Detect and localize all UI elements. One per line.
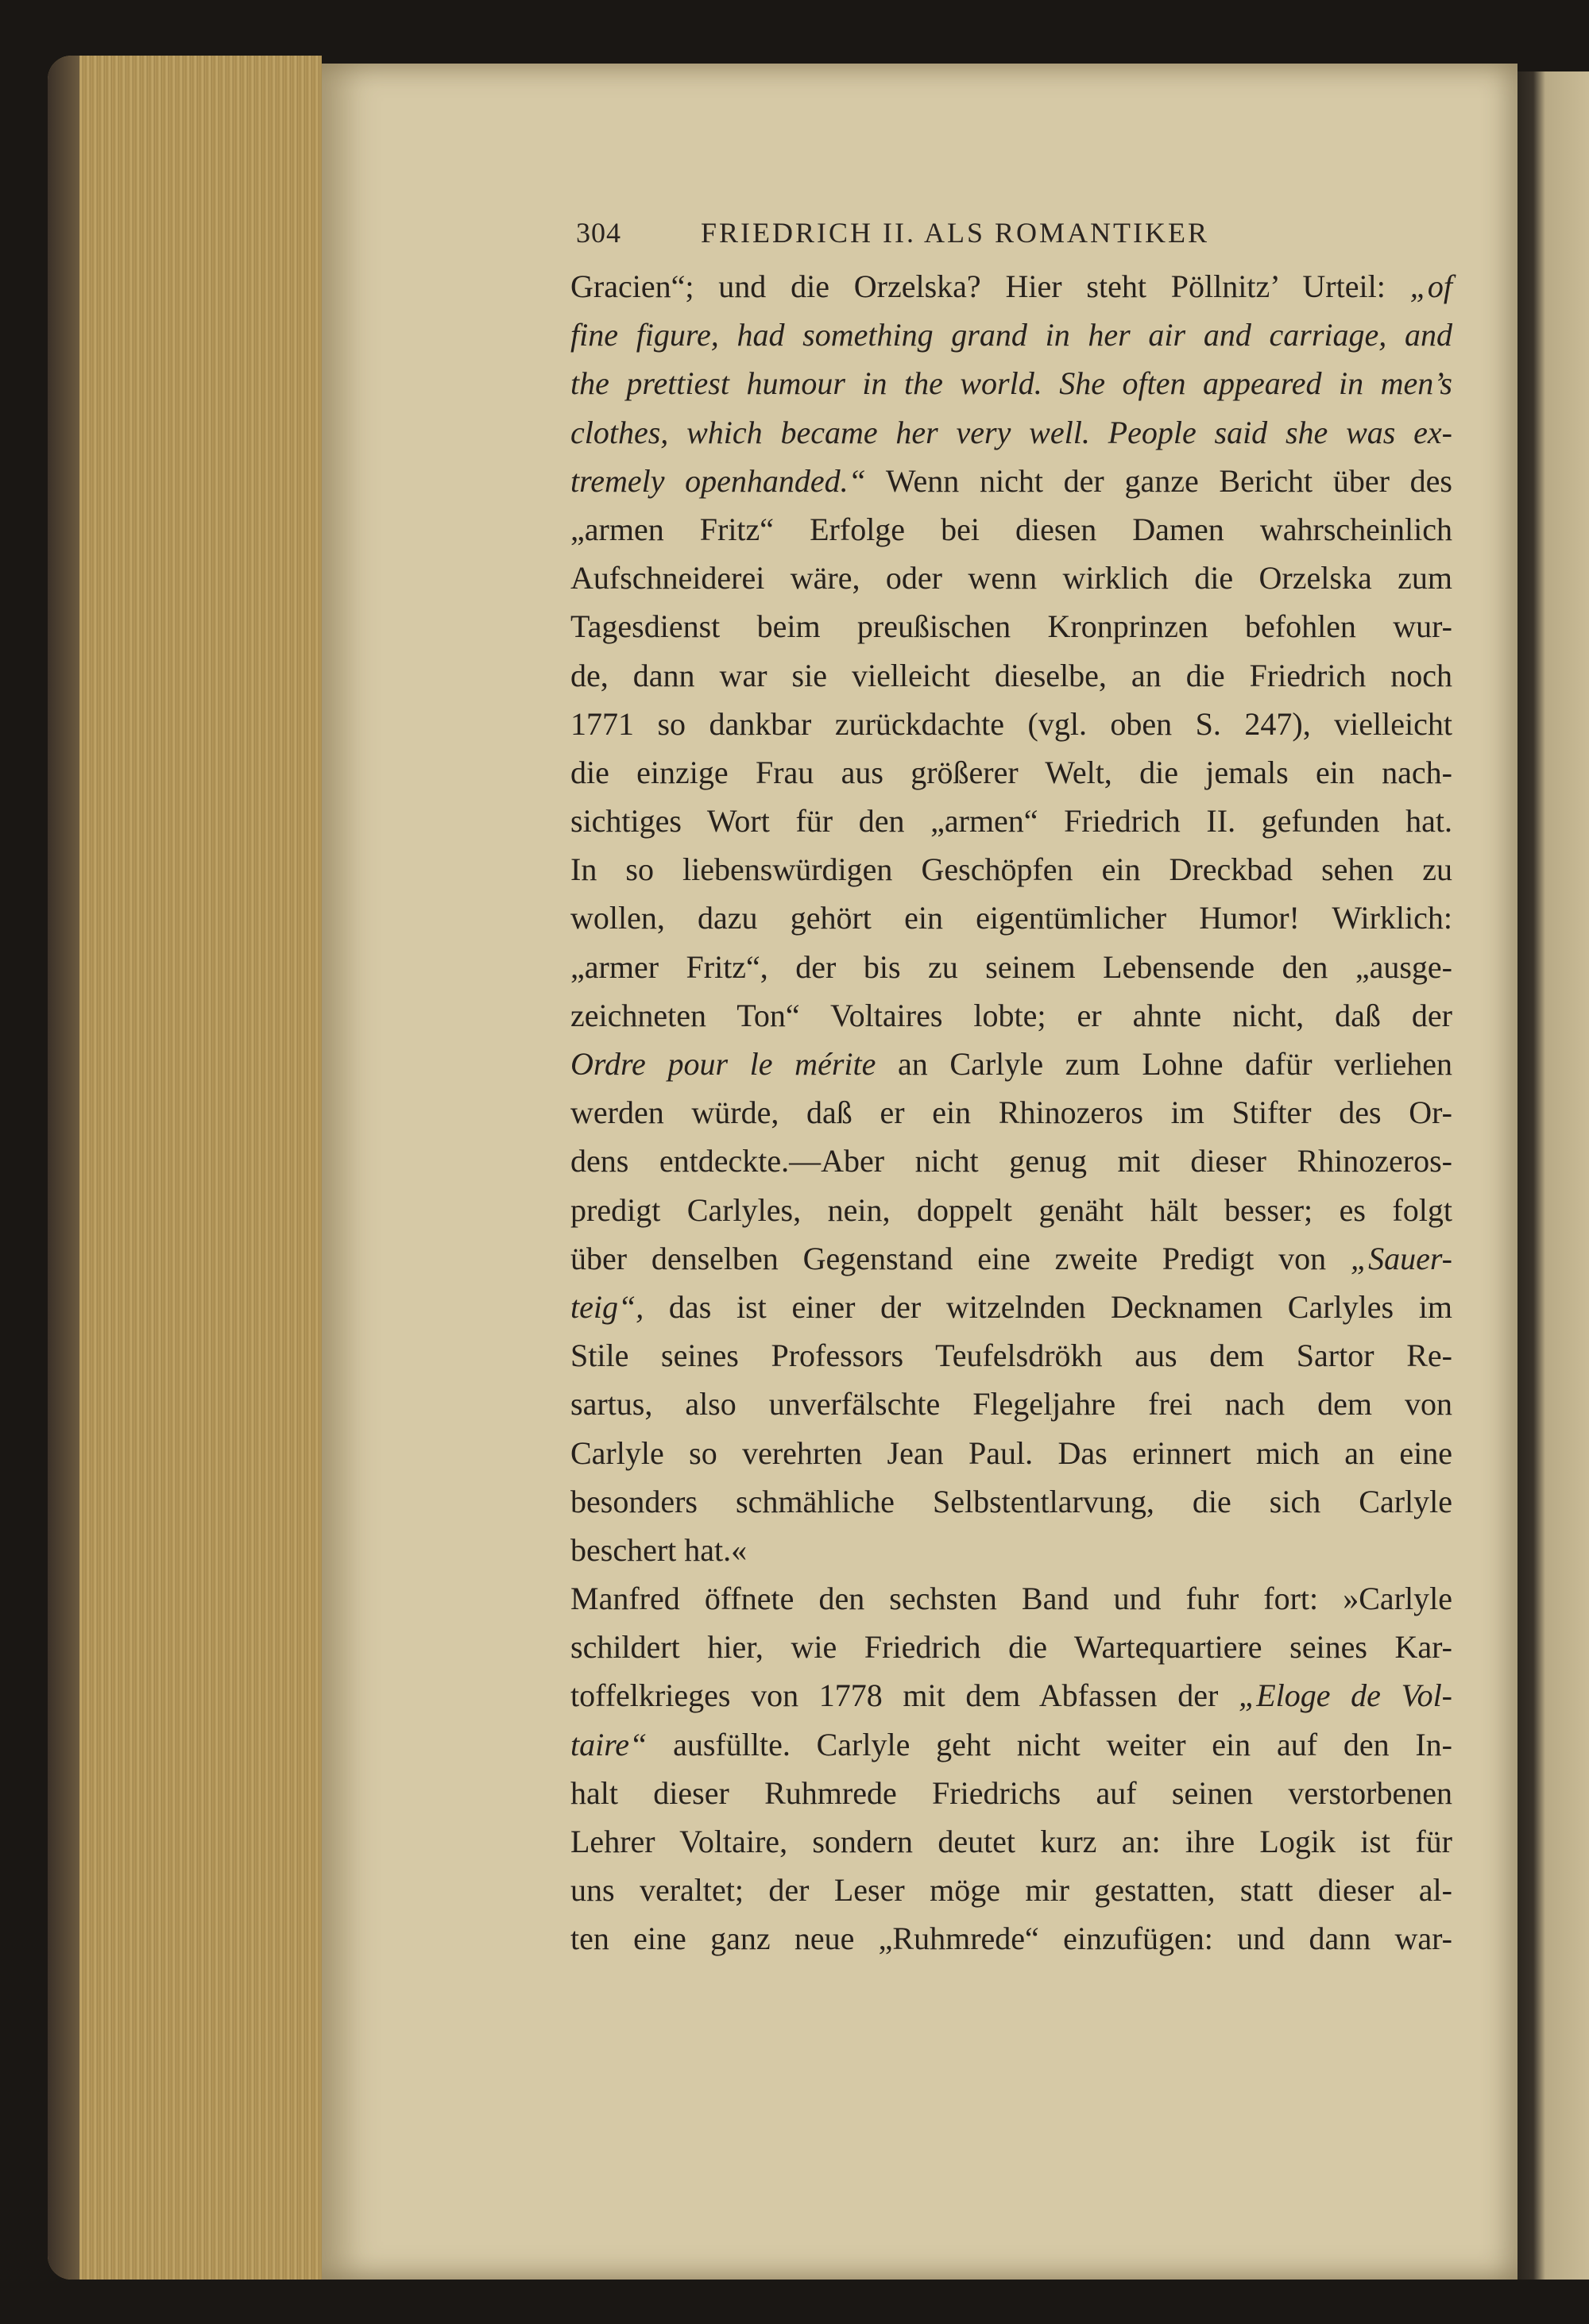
text-line: de, dann war sie vielleicht dieselbe, an die Friedrich noch (570, 657, 1452, 693)
text-line: besonders schmähliche Selbstentlarvung, die sich Carlyle (570, 1483, 1452, 1519)
book-spine-shadow (48, 56, 79, 2280)
text-line: „armer Fritz“, der bis zu seinem Lebensende den „ausge- (570, 948, 1452, 985)
text-line: In so liebenswürdigen Geschöpfen ein Dreckbad sehen zu (570, 851, 1452, 888)
page-number: 304 (576, 217, 621, 249)
text-line: zeichneten Ton“ Voltaires lobte; er ahnte nicht, daß der (570, 997, 1452, 1033)
text-line: Carlyle so verehrten Jean Paul. Das erinnert mich an eine (570, 1434, 1452, 1471)
text-line: toffelkrieges von 1778 mit dem Abfassen der „Eloge de Vol- (570, 1677, 1453, 1714)
facing-page-edge (1517, 71, 1589, 2280)
text-line: Gracien“; und die Orzelska? Hier steht Pöllnitz’ Urteil: „of (570, 268, 1452, 304)
text-line: sartus, also unverfälschte Flegeljahre frei nach dem von (570, 1386, 1452, 1423)
running-title: FRIEDRICH II. ALS ROMANTIKER (701, 217, 1210, 249)
text-line: Manfred öffnete den sechsten Band und fuhr fort: »Carlyle (570, 1581, 1452, 1617)
text-line: werden würde, daß er ein Rhinozeros im Stifter des Or- (570, 1094, 1452, 1131)
text-line: dens entdeckte.—Aber nicht genug mit dieser Rhinozeros- (570, 1143, 1452, 1179)
text-line: the prettiest humour in the world. She often appeared in men’s (570, 365, 1452, 402)
text-line: die einzige Frau aus größerer Welt, die jemals ein nach- (570, 754, 1452, 790)
text-line: Lehrer Voltaire, sondern deutet kurz an: ihre Logik ist für (570, 1824, 1452, 1859)
text-line: „armen Fritz“ Erfolge bei diesen Damen wahrscheinlich (570, 511, 1452, 547)
body-text (570, 262, 1452, 1963)
text-line: teig“, das ist einer der witzelnden Decknamen Carlyles im (570, 1288, 1452, 1325)
text-line: Stile seines Professors Teufelsdrökh aus dem Sartor Re- (570, 1338, 1452, 1374)
text-line: über denselben Gegenstand eine zweite Predigt von „Sauer- (570, 1240, 1452, 1276)
text-line: predigt Carlyles, nein, doppelt genäht hält besser; es folgt (570, 1191, 1452, 1228)
text-line: clothes, which became her very well. People said she was ex- (570, 414, 1452, 450)
text-line: Tagesdienst beim preußischen Kronprinzen befohlen wur- (570, 608, 1452, 645)
text-line: Aufschneiderei wäre, oder wenn wirklich die Orzelska zum (570, 560, 1452, 596)
text-line: schildert hier, wie Friedrich die Wartequartiere seines Kar- (570, 1629, 1452, 1666)
text-line: ten eine ganz neue „Ruhmrede“ einzufügen: und dann war- (570, 1921, 1452, 1957)
text-line: 1771 so dankbar zurückdachte (vgl. oben S. 247), vielleicht (570, 705, 1452, 742)
text-line: sichtiges Wort für den „armen“ Friedrich II. gefunden hat. (570, 803, 1452, 840)
text-line: halt dieser Ruhmrede Friedrichs auf seinen verstorbenen (570, 1774, 1452, 1811)
text-line: beschert hat.« (570, 1531, 748, 1568)
text-line: tremely openhanded.“ Wenn nicht der ganze Bericht über des (570, 462, 1452, 499)
text-line: uns veraltet; der Leser möge mir gestatten, statt dieser al- (570, 1872, 1452, 1909)
text-line: taire“ ausfüllte. Carlyle geht nicht weiter ein auf den In- (570, 1726, 1452, 1762)
text-line: Ordre pour le mérite an Carlyle zum Lohne dafür verliehen (570, 1046, 1452, 1082)
text-line: wollen, dazu gehört ein eigentümlicher Humor! Wirklich: (570, 900, 1452, 936)
text-line: fine figure, had something grand in her air and carriage, and (570, 317, 1452, 353)
book-page-edges (48, 56, 322, 2280)
running-header (576, 216, 1466, 249)
